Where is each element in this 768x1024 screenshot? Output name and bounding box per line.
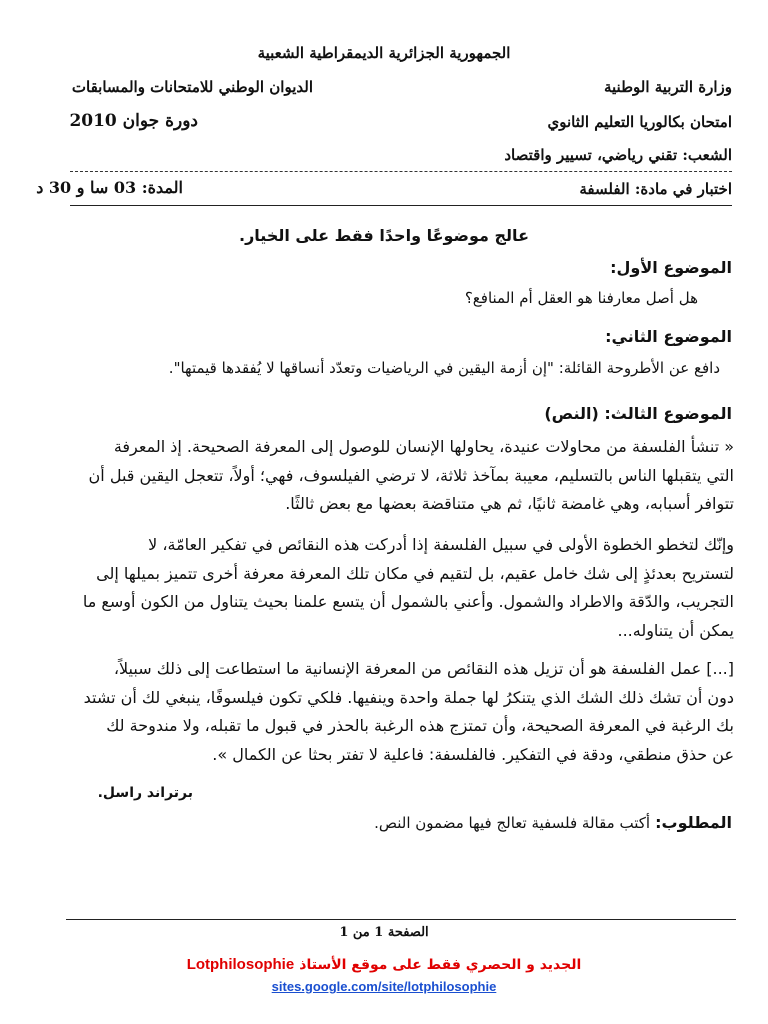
- ministry: وزارة التربية الوطنية: [603, 78, 732, 96]
- text-line: بك الرغبة في المعرفة الصحيحة، وأن تمتزج هذه الرغبة بالحذر في قبول ما تقبله، ولا مندوحة لك: [106, 716, 734, 736]
- text-line: يمكن أن يتناوله...: [617, 620, 734, 640]
- topic1-question: هل أصل معارفنا هو العقل أم المنافع؟: [464, 289, 698, 307]
- exam-streams: الشعب: تقني رياضي، تسيير واقتصاد: [504, 146, 732, 164]
- promo-text: الجديد و الحصري فقط على موقع الأستاذ: [299, 957, 582, 973]
- text-paragraph-1: [70, 433, 734, 519]
- instruction: عالج موضوعًا واحدًا فقط على الخيار.: [238, 226, 529, 245]
- text-line: تتوافر أسبابه، وهي غامضة ثانيًا، ثم هي متناقضة بعضها مع بعض ثالثًا.: [285, 494, 734, 514]
- topic1-title: الموضوع الأول:: [610, 258, 732, 277]
- topic3-title: الموضوع الثالث: (النص): [544, 404, 732, 423]
- exam-duration: المدة: 03 سا و 30 د: [36, 178, 183, 197]
- header-divider-bottom: [70, 205, 732, 206]
- republic-title: الجمهورية الجزائرية الديمقراطية الشعبية: [257, 44, 511, 62]
- required-label: المطلوب:: [655, 813, 732, 832]
- text-line: عن حذق منطقي، ودقة في التفكير. فالفلسفة: فاعلية لا تفتر بحثا عن الكمال ».: [212, 744, 734, 764]
- header-divider-top: [70, 171, 732, 172]
- text-line: « تنشأ الفلسفة من محاولات عنيدة، يحاولها الإنسان للوصول إلى المعرفة الصحيحة. إذ المعرفة: [113, 437, 734, 456]
- text-line: التي يتقبلها الناس بالتسليم، معيبة بمآخذ ثلاثة، لا ترضي الفيلسوف، فهي؛ أولاً، تتعجل اليقين قبل أن: [88, 465, 734, 485]
- exam-office: الديوان الوطني للامتحانات والمسابقات: [71, 78, 313, 96]
- exam-session: دورة جوان 2010: [69, 111, 198, 131]
- topic2-question: دافع عن الأطروحة القائلة: "إن أزمة اليقين في الرياضيات وتعدّد أنساقها لا يُفقدها قيمتها".: [168, 359, 720, 377]
- footer-divider: [66, 919, 736, 920]
- text-line: [...] عمل الفلسفة هو أن تزيل هذه النقائص من المعرفة الإنسانية ما استطاعت إلى ذلك سبيلاً،: [113, 659, 734, 678]
- exam-subject: اختبار في مادة: الفلسفة: [579, 180, 732, 198]
- text-line: لتستريح بعدئذٍ إلى شك خامل عقيم، بل لتقيم في مكان تلك المعرفة معرفة أخرى تتميز بميلها إلى: [96, 563, 734, 583]
- page-number: الصفحة 1 من 1: [339, 925, 429, 940]
- text-author: برتراند راسل.: [97, 785, 193, 801]
- text-paragraph-3: [70, 655, 734, 769]
- brand-name: Lotphilosophie: [186, 956, 295, 973]
- text-paragraph-2: [70, 531, 734, 645]
- exam-name: امتحان بكالوريا التعليم الثانوي: [547, 113, 732, 131]
- topic2-title: الموضوع الثاني:: [605, 327, 732, 346]
- promo-line: [0, 954, 768, 973]
- site-link[interactable]: [0, 976, 768, 995]
- text-line: وإنّك لتخطو الخطوة الأولى في سبيل الفلسفة إذا أدركت هذه النقائص في تفكير العامّة، لا: [148, 535, 734, 554]
- site-url[interactable]: sites.google.com/site/lotphilosophie: [271, 979, 497, 994]
- required-text: أكتب مقالة فلسفية تعالج فيها مضمون النص.: [374, 814, 651, 832]
- text-line: دون أن تشك ذلك الشك الذي يتنكرُ لها جملة واحدة وينفيها. فلكي تكون فيلسوفًا، ينبغي لك أن تشتد: [83, 687, 734, 707]
- required-row: [374, 813, 732, 832]
- text-line: التجريب، والدّقة والاطراد والشمول. وأعني بالشمول أن يتسع علمنا بحيث يتناول من الكون أوسع ما: [82, 592, 734, 612]
